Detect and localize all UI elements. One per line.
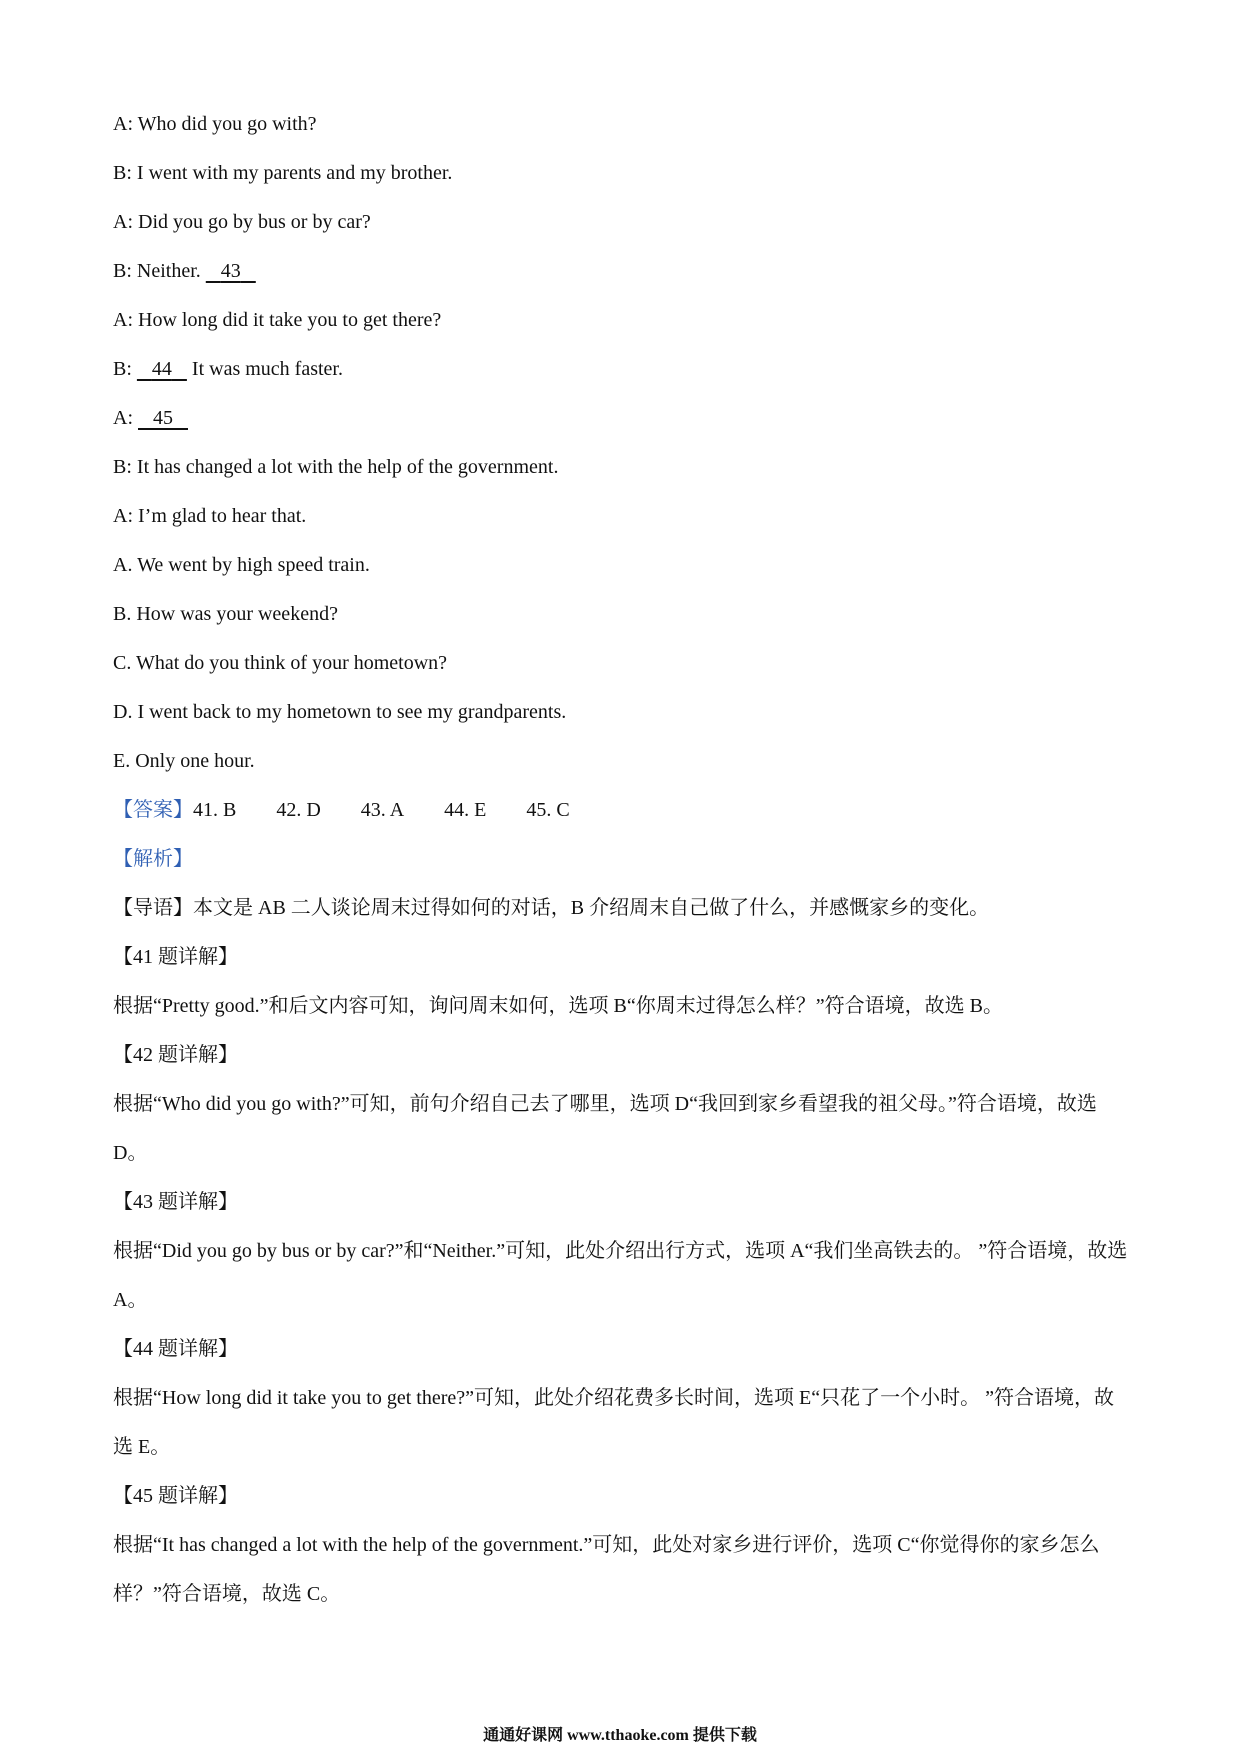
speaker: A: (113, 309, 133, 331)
intro-label: 【导语】 (113, 897, 193, 919)
intro-text: 本文是 AB 二人谈论周末过得如何的对话，B 介绍周末自己做了什么，并感慨家乡的变化。 (193, 897, 990, 919)
answer-item: 43. A (360, 799, 405, 821)
dialogue-line (113, 492, 1128, 541)
detail-heading: 【44 题详解】 (113, 1338, 238, 1360)
dialogue-line (113, 149, 1128, 198)
blank-number: 43 (220, 260, 241, 282)
speaker: A: (113, 407, 133, 429)
dialogue-text: How long did it take you to get there? (138, 309, 442, 331)
dialogue-text: I went with my parents and my brother. (136, 162, 453, 184)
document-content (113, 100, 1128, 1619)
answer-blank (137, 345, 187, 394)
answer-blank (206, 247, 256, 296)
detail-heading: 【42 题详解】 (113, 1044, 238, 1066)
detail-heading: 【41 题详解】 (113, 946, 238, 968)
detail-text: 根据“How long did it take you to get there?”可知，此处介绍花费多长时间，选项 E“只花了一个小时。 ”符合语境，故选 E。 (113, 1387, 1114, 1458)
dialogue-text: Neither. (136, 260, 201, 282)
speaker: A: (113, 211, 133, 233)
option-item: E. Only one hour. (113, 750, 255, 772)
option-item: C. What do you think of your hometown? (113, 652, 448, 674)
answer-label: 【答案】 (113, 799, 193, 821)
dialogue-line (113, 198, 1128, 247)
dialogue-line (113, 443, 1128, 492)
answer-item: 41. B (193, 799, 237, 821)
option-item: B. How was your weekend? (113, 603, 338, 625)
blank-number: 44 (151, 358, 172, 380)
option-item: D. I went back to my hometown to see my grandparents. (113, 701, 567, 723)
speaker: B: (113, 456, 132, 478)
dialogue-line (113, 247, 1128, 296)
dialogue-line (113, 394, 1128, 443)
dialogue-text: Who did you go with? (137, 113, 317, 135)
detail-text: 根据“Did you go by bus or by car?”和“Neither.”可知，此处介绍出行方式，选项 A“我们坐高铁去的。 ”符合语境，故选 A。 (113, 1240, 1128, 1311)
answer-item: 42. D (276, 799, 321, 821)
detail-text: 根据“It has changed a lot with the help of the government.”可知，此处对家乡进行评价，选项 C“你觉得你的家乡怎么样？”符合语境，故选 C。 (113, 1534, 1100, 1605)
dialogue-text: It has changed a lot with the help of the government. (136, 456, 559, 478)
answer-item: 45. C (526, 799, 570, 821)
dialogue-line (113, 345, 1128, 394)
option-item: A. We went by high speed train. (113, 554, 370, 576)
speaker: B: (113, 358, 132, 380)
speaker: A: (113, 505, 133, 527)
answer-item: 44. E (444, 799, 487, 821)
speaker: B: (113, 260, 132, 282)
answer-blank (138, 394, 188, 443)
speaker: B: (113, 162, 132, 184)
answer-line (113, 786, 1128, 835)
page-footer: 通通好课网 www.tthaoke.com 提供下载 (483, 1727, 757, 1744)
blank-number: 45 (153, 407, 173, 429)
detail-heading: 【45 题详解】 (113, 1485, 238, 1507)
dialogue-text: Did you go by bus or by car? (138, 211, 371, 233)
intro-line (113, 884, 1128, 933)
dialogue-text: It was much faster. (191, 358, 343, 380)
detail-heading: 【43 题详解】 (113, 1191, 238, 1213)
speaker: A: (113, 113, 133, 135)
dialogue-line (113, 296, 1128, 345)
dialogue-text: I’m glad to hear that. (138, 505, 307, 527)
detail-text: 根据“Pretty good.”和后文内容可知，询问周末如何，选项 B“你周末过得怎么样？”符合语境，故选 B。 (113, 995, 1003, 1017)
detail-text: 根据“Who did you go with?”可知，前句介绍自己去了哪里，选项 D“我回到家乡看望我的祖父母。”符合语境，故选 D。 (113, 1093, 1097, 1164)
dialogue-line (113, 100, 1128, 149)
analysis-label: 【解析】 (113, 848, 193, 870)
